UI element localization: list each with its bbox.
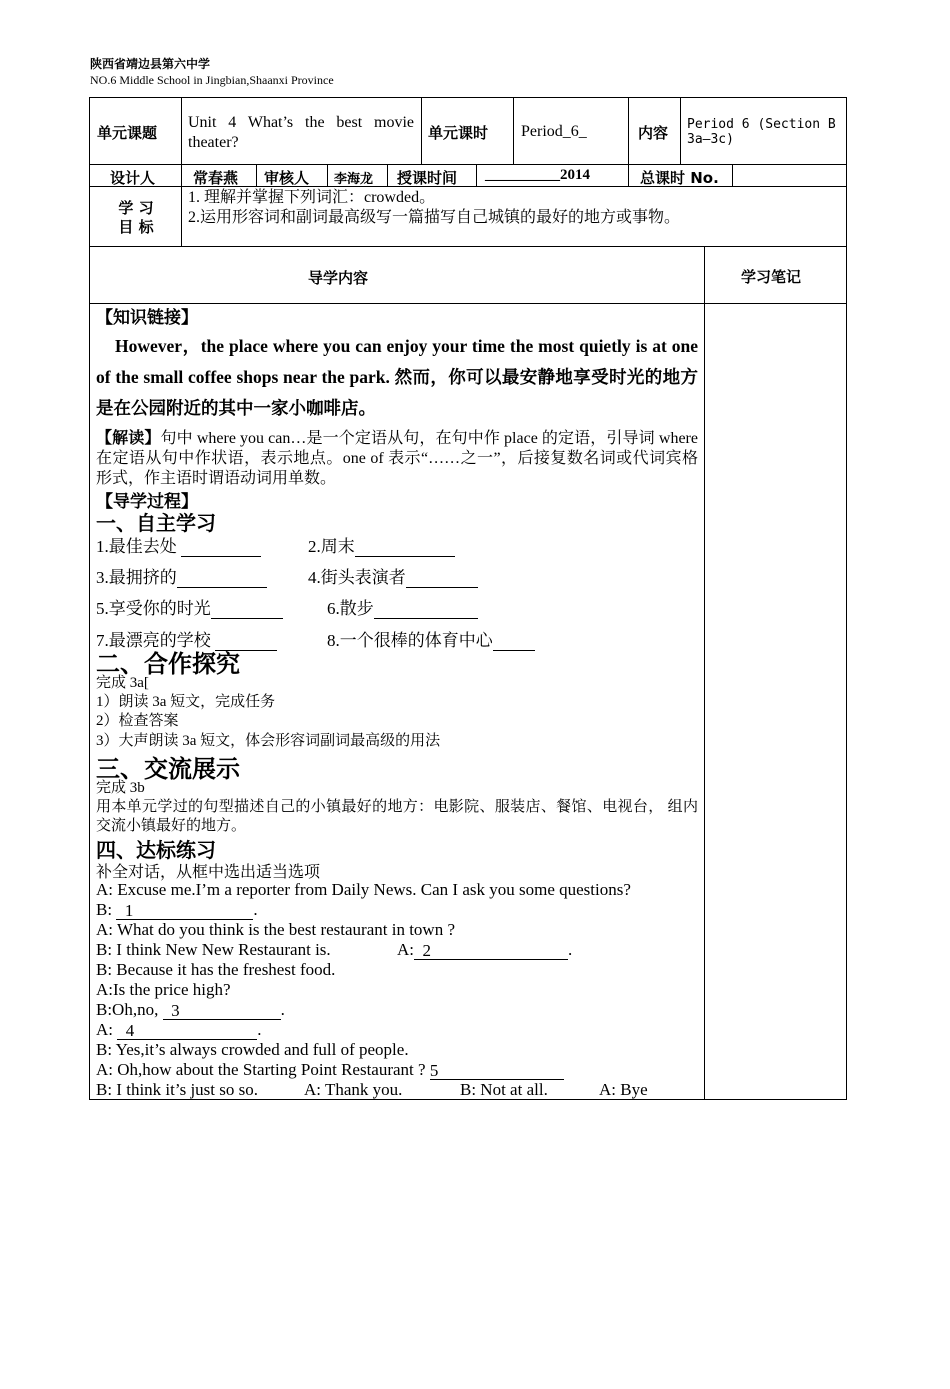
col-divider bbox=[181, 186, 182, 246]
explanation bbox=[96, 428, 698, 489]
section-title: 四、达标练习 bbox=[96, 838, 216, 862]
blank-number: 1 bbox=[124, 901, 134, 920]
knowledge-link-title: 【知识链接】 bbox=[96, 308, 198, 328]
reviewer-label: 审核人 bbox=[264, 169, 310, 187]
col-divider bbox=[181, 97, 182, 164]
content-value: Period 6 (Section B 3a—3c) bbox=[687, 117, 836, 147]
dialog-line: B: I think New New Restaurant is. bbox=[96, 940, 331, 959]
col-divider bbox=[628, 164, 629, 186]
period-value: Period_6_ bbox=[521, 123, 587, 140]
school-name-cn: 陕西省靖边县第六中学 bbox=[90, 57, 211, 71]
reviewer-value: 李海龙 bbox=[334, 172, 374, 187]
process-title: 【导学过程】 bbox=[96, 492, 198, 512]
content-label: 内容 bbox=[638, 124, 669, 142]
section-line: 3）大声朗读 3a 短文，体会形容词副词最高级的用法 bbox=[96, 733, 441, 749]
blank-number: 3 bbox=[171, 1001, 180, 1020]
col-divider bbox=[628, 97, 629, 164]
vocab-item: 4.街头表演者 bbox=[308, 563, 478, 588]
time-label: 授课时间 bbox=[397, 169, 458, 187]
designer-label: 设计人 bbox=[110, 169, 156, 187]
dialog-line: A: Bye bbox=[599, 1080, 648, 1099]
section-title: 一、自主学习 bbox=[96, 511, 216, 535]
knowledge-link-text: However，the place where you can enjoy your time the most quietly is at one of the small coffee shops near the park. 然而，你可以最安静地享受时光的地方是在公园附近的其中一家小咖啡店。 bbox=[96, 336, 698, 418]
unit-label: 单元课题 bbox=[97, 124, 158, 142]
vocab-item: 7.最漂亮的学校 bbox=[96, 626, 277, 651]
section-line: 2）检查答案 bbox=[96, 713, 179, 729]
period-label: 单元课时 bbox=[428, 124, 489, 142]
col-divider bbox=[476, 164, 477, 186]
total-label: 总课时 No. bbox=[640, 169, 719, 187]
dialog-line: B: 1 . bbox=[96, 900, 258, 920]
section-line: 完成 3a[ bbox=[96, 675, 149, 691]
col-divider bbox=[256, 164, 257, 186]
dialog-line: A: Oh,how about the Starting Point Restaurant ? 5 bbox=[96, 1060, 564, 1080]
col-divider bbox=[327, 164, 328, 186]
goal-label: 学 习 目 标 bbox=[118, 199, 154, 236]
row-divider bbox=[89, 303, 847, 304]
section-title: 二、合作探究 bbox=[96, 650, 240, 678]
dialog-line: A: What do you think is the best restaurant in town ? bbox=[96, 920, 455, 939]
col-divider bbox=[680, 97, 681, 164]
vocab-item: 6.散步 bbox=[327, 594, 478, 619]
dialog-line: A:Is the price high? bbox=[96, 980, 231, 999]
col-divider bbox=[704, 246, 705, 1100]
blank-number: 4 bbox=[125, 1021, 135, 1040]
explanation-label: 【解读】 bbox=[96, 428, 161, 447]
vocab-item: 3.最拥挤的 bbox=[96, 563, 267, 588]
time-value: __________2014 bbox=[485, 167, 590, 183]
col-divider bbox=[421, 97, 422, 164]
vocab-item: 5.享受你的时光 bbox=[96, 594, 283, 619]
goal-item: 1. 理解并掌握下列词汇：crowded。 bbox=[188, 189, 436, 206]
col-divider bbox=[387, 164, 388, 186]
section-line: 完成 3b bbox=[96, 780, 145, 796]
unit-value: Unit 4 What’s the best movie theater? bbox=[188, 114, 414, 151]
dialog-line: A: 2 . bbox=[397, 940, 573, 960]
dialog-line: B: Not at all. bbox=[460, 1080, 548, 1099]
col-divider bbox=[513, 97, 514, 164]
notes-header: 学习笔记 bbox=[741, 268, 802, 286]
col-divider bbox=[181, 164, 182, 186]
blank-number: 5 bbox=[429, 1061, 439, 1080]
dialog-line: B: I think it’s just so so. bbox=[96, 1080, 258, 1099]
section-line: 用本单元学过的句型描述自己的小镇最好的地方：电影院、服装店、餐馆、电视台， 组内交流小镇最好的地方。 bbox=[96, 799, 698, 834]
dialog-line: B:Oh,no, 3 . bbox=[96, 1000, 285, 1020]
vocab-item: 2.周末 bbox=[308, 532, 455, 557]
dialog-line: B: Because it has the freshest food. bbox=[96, 960, 336, 979]
school-name-en: NO.6 Middle School in Jingbian,Shaanxi Province bbox=[90, 73, 334, 87]
row-divider bbox=[89, 246, 847, 247]
exercise-intro: 补全对话，从框中选出适当选项 bbox=[96, 864, 321, 881]
vocab-item: 8.一个很棒的体育中心 bbox=[327, 626, 535, 651]
dialog-line: A: Excuse me.I’m a reporter from Daily News. Can I ask you some questions? bbox=[96, 880, 631, 899]
row-divider bbox=[89, 164, 847, 165]
guide-header: 导学内容 bbox=[308, 269, 369, 287]
section-title: 三、交流展示 bbox=[96, 755, 240, 783]
vocab-item: 1.最佳去处 bbox=[96, 532, 261, 557]
dialog-line: B: Yes,it’s always crowded and full of people. bbox=[96, 1040, 409, 1059]
dialog-line: A: 4 . bbox=[96, 1020, 262, 1040]
col-divider bbox=[732, 164, 733, 186]
designer-value: 常春燕 bbox=[193, 169, 239, 187]
section-line: 1）朗读 3a 短文，完成任务 bbox=[96, 694, 276, 710]
dialog-line: A: Thank you. bbox=[304, 1080, 403, 1099]
goal-item: 2.运用形容词和副词最高级写一篇描写自己城镇的最好的地方或事物。 bbox=[188, 209, 681, 226]
blank-number: 2 bbox=[422, 941, 431, 960]
explanation-text: 句中 where you can…是一个定语从句，在句中作 place 的定语，引导词 where 在定语从句中作状语，表示地点。one of 表示“……之一”，后接复数名词或代词宾格形式，作主语时谓语动词用单数。 bbox=[96, 430, 698, 487]
